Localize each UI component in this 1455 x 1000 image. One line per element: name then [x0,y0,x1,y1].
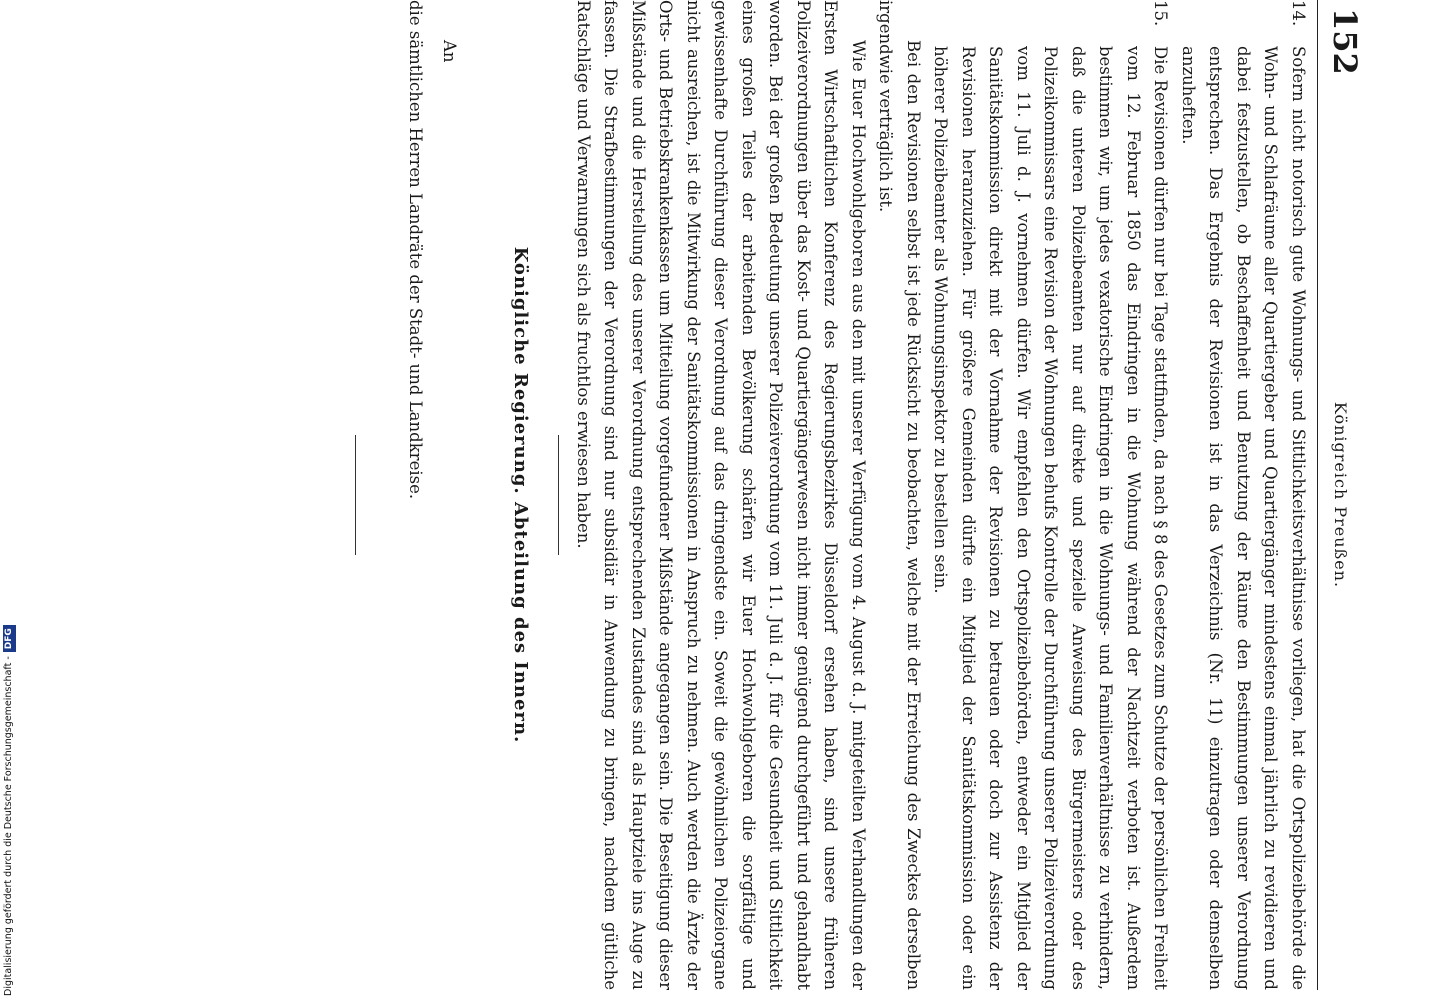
document-body [355,0,1312,990]
numbered-item-15 [927,0,1175,990]
page-number: 152 [1326,8,1364,75]
running-header [1320,0,1370,990]
item-number: 14. [1289,0,1308,27]
item-text: Sofern nicht notorisch gute Wohnungs- und Sittlichkeitsverhältnisse vorliegen, hat die Ortspolizeibehörde die Wohn- und Schlafräume aller Quartiergeber und Quartiergänger mindestens einmal jährlich zu revidieren und dabei festzustellen, ob Beschaffenheit und Benutzung der Räume den Bestimmungen unserer Verordnung entsprechen. Das Ergebnis der Revisionen ist in das Verzeichnis (Nr. 11) einzutragen oder demselben anzuheften. [1179,46,1308,990]
numbered-item-14 [1175,0,1313,990]
header-rule [1317,0,1318,990]
address-recipients: die sämtlichen Herren Landräte der Stadt- und Landkreise. [406,0,426,500]
paragraph-main: Wie Euer Hochwohlgeboren aus den mit unserer Verfügung vom 4. August d. J. mitgeteilten Verhandlungen der Ersten Wirtschaftlichen Konferenz des Regierungsbezirkes Düsseldorf ersehen haben, sind unsere früheren Polizeiverordnungen über das Kost- und Quartiergängerwesen nicht immer genügend durchgeführt und gehandhabt worden. Bei der großen Bedeutung unserer Polizeiverordnung vom 11. Juli d. J. für die Gesundheit und Sittlichkeit eines großen Teiles der arbeitenden Bevölkerung schärfen wir Euer Hochwohlgeboren die sorgfältige und gewissenhafte Durchführung dieser Verordnung auf das dringendste ein. Soweit die gewöhnlichen Polizeiorgane nicht ausreichen, ist die Mitwirkung der Sanitätskommissionen in Anspruch zu nehmen. Auch werden die Ärzte der Orts- und Betriebskrankenkassen um Mitteilung vorgefundener Mißstände angegangen sein. Die Beseitigung dieser Mißstände und die Herstellung des unserer Verordnung entsprechenden Zustandes sind als Hauptziele ins Auge zu fassen. Die Strafbestimmungen der Verordnung sind nur subsidiär in Anwendung zu bringen, nachdem gütliche Ratschläge und Verwarnungen sich als fruchtlos erwiesen haben. [574,0,868,990]
digitization-note [2,596,18,996]
issuing-authority: Königliche Regierung. Abteilung des Innern. [510,246,532,744]
paragraph-revision-note: Bei den Revisionen selbst ist jede Rücksicht zu beobachten, welche mit der Erreichung des Zweckes derselben irgendwie verträglich ist. [876,0,923,990]
header-title: Königreich Preußen. [1331,401,1350,589]
section-divider [559,435,560,555]
dfg-logo: DFG [3,625,16,652]
item-number: 15. [1151,0,1171,27]
item-text: Die Revisionen dürfen nur bei Tage stattfinden, da nach § 8 des Gesetzes zum Schutze der persönlichen Freiheit vom 12. Februar 1850 das Eindringen in die Wohnung während der Nachtzeit verboten ist. Außerdem bestimmen wir, um jedes vexatorische Eindringen in die Wohnungs- und Familienverhältnisse zu verhindern, daß die unteren Polizeibeamten nur auf direkte und spezielle Anweisung des Bürgermeisters oder des Polizeikommissars eine Revision der Wohnungen behufs Kontrolle der Durchführung unserer Polizeiverordnung vom 11. Juli d. J. vornehmen dürfen. Wir empfehlen den Ortspolizeibehörden, entweder ein Mitglied der Sanitätskommission direkt mit der Vornahme der Revisionen zu betrauen oder doch zur Assistenz der Revisionen heranzuziehen. Für größere Gemeinden dürfte ein Mitglied der Sanitätskommission oder ein höherer Polizeibeamter als Wohnungsinspektor zu bestellen sein. [931,46,1171,990]
end-divider [355,435,356,555]
address-salutation: An [440,40,459,63]
digitization-text: Digitalisierung gefördert durch die Deutsche Forschungsgemeinschaft - [3,656,14,996]
